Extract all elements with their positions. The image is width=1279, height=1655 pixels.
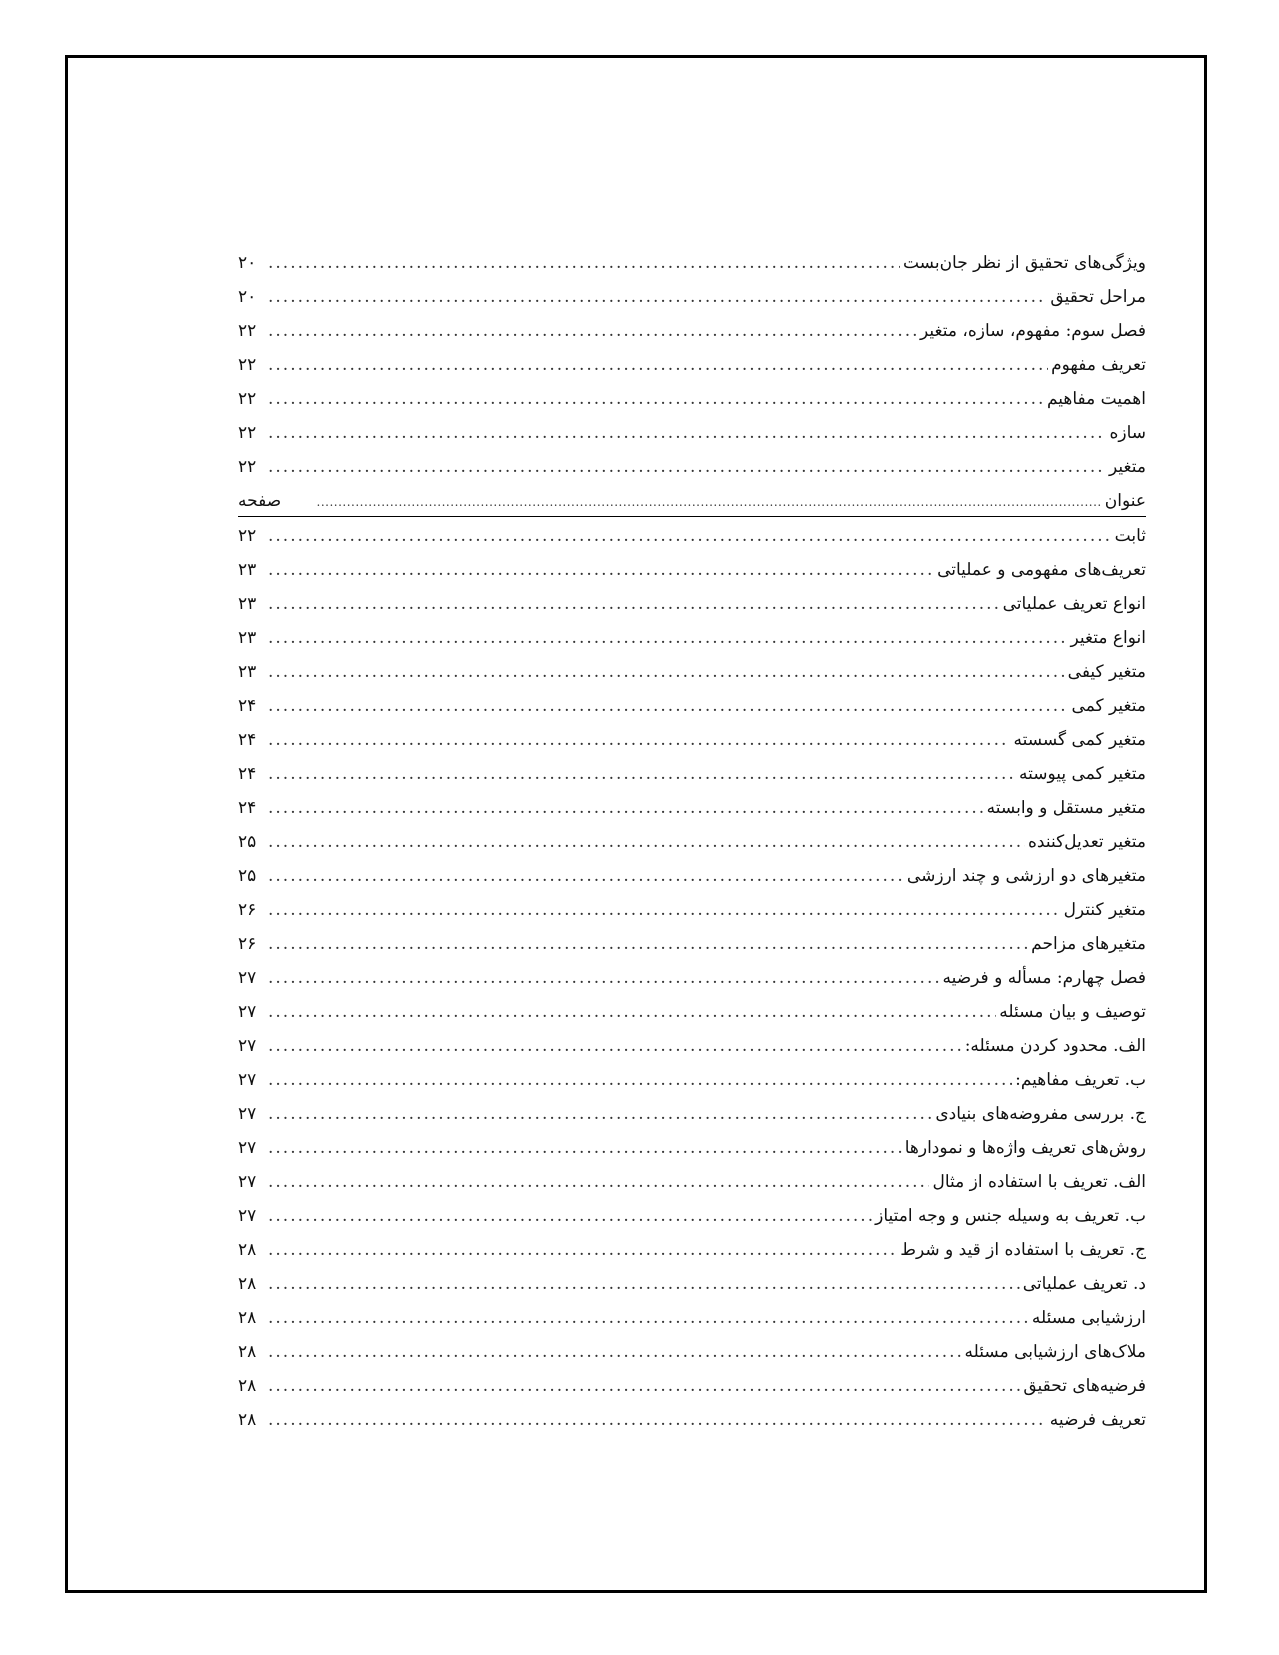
toc-leader-dots	[268, 416, 1106, 450]
toc-entry-title: انواع تعریف عملیاتی	[1002, 594, 1146, 614]
toc-entry	[238, 1165, 1146, 1199]
toc-entry-title: ثابت	[1114, 526, 1146, 546]
toc-entry-title: ویژگی‌های تحقیق از نظر جان‌بست	[902, 253, 1146, 273]
toc-leader-dots	[268, 723, 1010, 757]
toc-leader-dots	[268, 348, 1048, 382]
toc-entry-page: ۲۷	[238, 1138, 257, 1158]
toc-entry-title: متغیر	[1109, 457, 1146, 477]
toc-entry-page: ۲۶	[238, 900, 257, 920]
toc-entry	[238, 587, 1146, 621]
toc-entry-page: ۲۲	[238, 389, 257, 409]
toc-entry-page: ۲۴	[238, 764, 257, 784]
toc-entry	[238, 246, 1146, 280]
toc-leader-dots	[268, 553, 934, 587]
toc-entry-title: سازه	[1109, 423, 1146, 443]
toc-entry-page: ۲۷	[238, 1206, 257, 1226]
toc-leader-dots	[268, 791, 984, 825]
toc-entry	[238, 893, 1146, 927]
toc-entry	[238, 621, 1146, 655]
toc-entry-title: فصل سوم: مفهوم، سازه، متغیر	[920, 321, 1146, 341]
toc-entry-title: متغیر مستقل و وابسته	[986, 798, 1146, 818]
toc-entry-page: ۲۸	[238, 1240, 257, 1260]
toc-entry-title: متغیر کمی پیوسته	[1019, 764, 1146, 784]
toc-entry	[238, 280, 1146, 314]
toc-entry	[238, 655, 1146, 689]
toc-entry-page: ۲۸	[238, 1376, 257, 1396]
toc-entry-page: ۲۲	[238, 355, 257, 375]
toc-entry-page: ۲۷	[238, 1070, 257, 1090]
toc-entry-page: ۲۳	[238, 628, 257, 648]
toc-entry-page: ۲۵	[238, 832, 257, 852]
toc-entry-title: انواع متغیر	[1070, 628, 1146, 648]
toc-header-title: عنوان	[1104, 491, 1146, 511]
toc-entry-page: ۲۲	[238, 321, 257, 341]
toc-leader-dots	[268, 655, 1065, 689]
toc-entry	[238, 1199, 1146, 1233]
toc-entry-page: ۲۸	[238, 1274, 257, 1294]
toc-entry-page: ۲۰	[238, 287, 257, 307]
toc-entry-title: متغیر کیفی	[1067, 662, 1146, 682]
toc-entry-title: روش‌های تعریف واژه‌ها و نمودارها	[904, 1138, 1146, 1158]
toc-entry-title: ج. بررسی مفروضه‌های بنیادی	[935, 1104, 1146, 1124]
toc-entry-page: ۲۷	[238, 968, 257, 988]
toc-entry-page: ۲۴	[238, 730, 257, 750]
toc-entry	[238, 1403, 1146, 1437]
toc-entry-title: فرضیه‌های تحقیق	[1023, 1376, 1146, 1396]
toc-entry-title: توصیف و بیان مسئله	[999, 1002, 1146, 1022]
toc-entry	[238, 859, 1146, 893]
toc-entry-page: ۲۸	[238, 1308, 257, 1328]
toc-entry-title: تعریف‌های مفهومی و عملیاتی	[937, 560, 1146, 580]
toc-entry	[238, 995, 1146, 1029]
toc-leader-dots	[268, 995, 996, 1029]
toc-leader-dots	[268, 1301, 1029, 1335]
toc-leader-dots	[268, 587, 1000, 621]
toc-entry	[238, 757, 1146, 791]
toc-leader-dots	[268, 621, 1068, 655]
toc-leader-dots	[268, 1097, 932, 1131]
toc-entry-page: ۲۴	[238, 798, 257, 818]
toc-leader-dots	[268, 450, 1106, 484]
toc-entry-page: ۲۳	[238, 662, 257, 682]
toc-entry-title: الف. تعریف با استفاده از مثال	[932, 1172, 1146, 1192]
toc-entry	[238, 416, 1146, 450]
table-of-contents	[238, 246, 1146, 1437]
toc-header-page: صفحه	[238, 491, 282, 511]
toc-leader-dots	[268, 859, 904, 893]
toc-entry-title: متغیر تعدیل‌کننده	[1028, 832, 1146, 852]
toc-entry-page: ۲۲	[238, 457, 257, 477]
toc-entry-page: ۲۳	[238, 594, 257, 614]
toc-entry-page: ۲۲	[238, 423, 257, 443]
toc-entry-title: تعریف مفهوم	[1051, 355, 1146, 375]
toc-entry-title: تعریف فرضیه	[1049, 1410, 1146, 1430]
toc-leader-dots	[268, 757, 1016, 791]
toc-leader-dots	[268, 1233, 897, 1267]
toc-entry	[238, 382, 1146, 416]
toc-entry	[238, 1029, 1146, 1063]
toc-entry	[238, 450, 1146, 484]
toc-entry	[238, 1369, 1146, 1403]
toc-entry	[238, 1063, 1146, 1097]
toc-entry-title: ارزشیابی مسئله	[1031, 1308, 1146, 1328]
toc-entry-page: ۲۲	[238, 526, 257, 546]
toc-entry	[238, 689, 1146, 723]
toc-entry-title: متغیر کمی	[1071, 696, 1146, 716]
toc-leader-dots	[268, 1369, 1020, 1403]
toc-entry-title: ج. تعریف با استفاده از قید و شرط	[900, 1240, 1146, 1260]
toc-leader-dots	[268, 246, 900, 280]
toc-entry-title: فصل چهارم: مسأله و فرضیه	[942, 968, 1146, 988]
toc-entry	[238, 791, 1146, 825]
toc-entry	[238, 1233, 1146, 1267]
toc-entry	[238, 1301, 1146, 1335]
toc-leader-dots	[268, 1029, 962, 1063]
toc-leader-dots	[268, 1165, 929, 1199]
toc-leader-dots	[268, 1063, 1012, 1097]
toc-entry-title: متغیر کمی گسسته	[1013, 730, 1146, 750]
toc-entry-page: ۲۴	[238, 696, 257, 716]
toc-entry	[238, 1131, 1146, 1165]
toc-leader-dots	[268, 927, 1028, 961]
toc-leader-dots	[268, 893, 1061, 927]
toc-entry-page: ۲۸	[238, 1342, 257, 1362]
toc-column-header	[238, 484, 1146, 517]
toc-entry-title: متغیر کنترل	[1063, 900, 1146, 920]
toc-entry	[238, 961, 1146, 995]
toc-entry-page: ۲۷	[238, 1036, 257, 1056]
toc-entry-page: ۲۷	[238, 1104, 257, 1124]
toc-entry-title: متغیرهای مزاحم	[1031, 934, 1146, 954]
toc-entry-title: الف. محدود کردن مسئله:	[964, 1036, 1146, 1056]
toc-entry	[238, 1097, 1146, 1131]
toc-entry	[238, 553, 1146, 587]
toc-leader-dots	[268, 1335, 962, 1369]
toc-leader-dots	[268, 1199, 872, 1233]
toc-entry	[238, 348, 1146, 382]
toc-entry-title: متغیرهای دو ارزشی و چند ارزشی	[906, 866, 1146, 886]
toc-leader-dots	[268, 382, 1044, 416]
toc-entry	[238, 723, 1146, 757]
toc-leader-dots	[268, 689, 1069, 723]
toc-entry-title: مراحل تحقیق	[1050, 287, 1146, 307]
toc-entry-page: ۲۳	[238, 560, 257, 580]
toc-leader-dots	[268, 1131, 902, 1165]
toc-entry	[238, 519, 1146, 553]
toc-leader-dots	[268, 825, 1025, 859]
toc-entry	[238, 314, 1146, 348]
toc-leader-dots	[268, 961, 940, 995]
toc-entry-title: ب. تعریف مفاهیم:	[1015, 1070, 1146, 1090]
toc-entry-page: ۲۸	[238, 1410, 257, 1430]
toc-leader-dots	[268, 1403, 1047, 1437]
toc-entry-page: ۲۵	[238, 866, 257, 886]
toc-leader-dots	[268, 1267, 1020, 1301]
toc-entry-page: ۲۰	[238, 253, 257, 273]
toc-entry-page: ۲۷	[238, 1002, 257, 1022]
toc-entry-title: ملاک‌های ارزشیابی مسئله	[964, 1342, 1146, 1362]
toc-entry-page: ۲۷	[238, 1172, 257, 1192]
toc-entry-title: ب. تعریف به وسیله جنس و وجه امتیاز	[875, 1206, 1146, 1226]
toc-leader-dots	[268, 519, 1112, 553]
toc-entry-title: اهمیت مفاهیم	[1046, 389, 1146, 409]
toc-entry-title: د. تعریف عملیاتی	[1022, 1274, 1146, 1294]
toc-entry	[238, 1267, 1146, 1301]
toc-entry	[238, 1335, 1146, 1369]
toc-entry-page: ۲۶	[238, 934, 257, 954]
toc-leader-dots	[268, 314, 917, 348]
toc-entry	[238, 825, 1146, 859]
toc-leader-dots	[268, 280, 1047, 314]
toc-entry	[238, 927, 1146, 961]
toc-leader-dots	[283, 485, 1102, 519]
